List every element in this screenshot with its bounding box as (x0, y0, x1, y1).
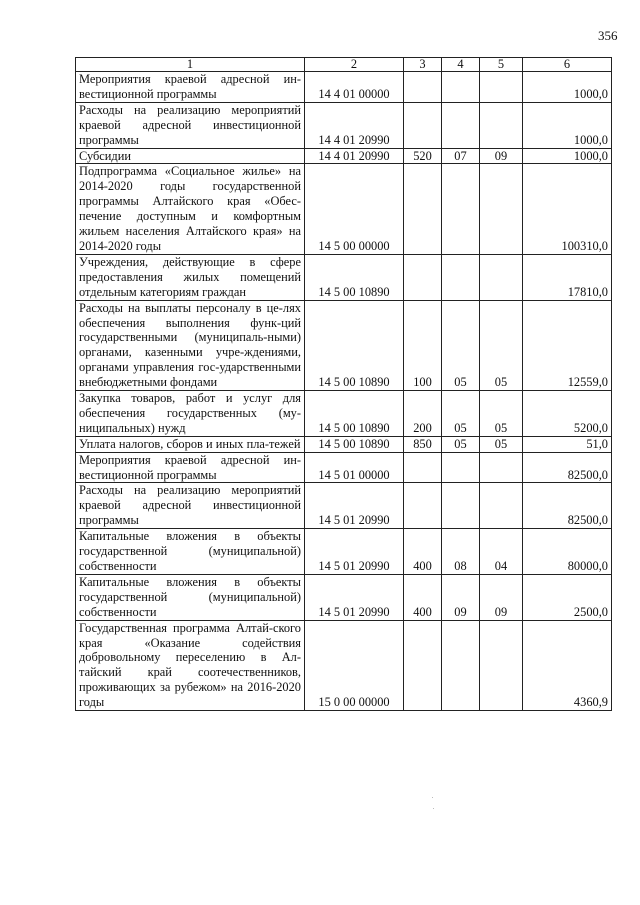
target-code: 14 5 00 10890 (305, 254, 404, 300)
table-row (76, 574, 612, 620)
target-code: 14 5 00 10890 (305, 436, 404, 452)
item-name: Расходы на реализацию мероприятий краевой адресной инвестиционной программы (76, 102, 305, 148)
item-name: Уплата налогов, сборов и иных пла-тежей (76, 436, 305, 452)
table-row (76, 436, 612, 452)
item-name: Подпрограмма «Социальное жилье» на 2014-2020 годы государственной программы Алтайского края «Обес-печение доступным и комфортным жильем населения Алтайского края» на 2014-2020 годы (76, 164, 305, 254)
table-row (76, 72, 612, 103)
amount: 82500,0 (523, 483, 612, 529)
subsection-code (480, 620, 523, 710)
expense-type: 400 (404, 574, 442, 620)
table-row (76, 452, 612, 483)
subsection-code (480, 452, 523, 483)
section-code: 05 (442, 300, 480, 390)
target-code: 14 4 01 20990 (305, 148, 404, 164)
table-row (76, 620, 612, 710)
amount: 80000,0 (523, 529, 612, 575)
table-row (76, 529, 612, 575)
expense-type: 850 (404, 436, 442, 452)
table-row (76, 148, 612, 164)
column-header: 3 (404, 58, 442, 72)
amount: 17810,0 (523, 254, 612, 300)
amount: 4360,9 (523, 620, 612, 710)
subsection-code: 09 (480, 574, 523, 620)
section-code (442, 483, 480, 529)
expense-type (404, 72, 442, 103)
section-code (442, 164, 480, 254)
section-code: 05 (442, 436, 480, 452)
subsection-code: 05 (480, 391, 523, 437)
item-name: Мероприятия краевой адресной ин-вестиционной программы (76, 452, 305, 483)
expense-type (404, 620, 442, 710)
scan-speck (433, 808, 434, 809)
target-code: 14 4 01 00000 (305, 72, 404, 103)
table-row (76, 300, 612, 390)
section-code: 09 (442, 574, 480, 620)
column-header: 1 (76, 58, 305, 72)
item-name: Закупка товаров, работ и услуг для обеспечения государственных (му-ниципальных) нужд (76, 391, 305, 437)
section-code (442, 102, 480, 148)
section-code: 05 (442, 391, 480, 437)
amount: 51,0 (523, 436, 612, 452)
target-code: 14 5 00 10890 (305, 391, 404, 437)
expense-type (404, 452, 442, 483)
subsection-code: 04 (480, 529, 523, 575)
amount: 1000,0 (523, 102, 612, 148)
amount: 82500,0 (523, 452, 612, 483)
page-number: 356 (598, 28, 618, 43)
section-code: 07 (442, 148, 480, 164)
expense-type (404, 483, 442, 529)
subsection-code (480, 72, 523, 103)
table-row (76, 391, 612, 437)
expense-type: 400 (404, 529, 442, 575)
target-code: 14 4 01 20990 (305, 102, 404, 148)
table-row (76, 102, 612, 148)
expense-type (404, 254, 442, 300)
column-header: 6 (523, 58, 612, 72)
item-name: Расходы на выплаты персоналу в це-лях обеспечения выполнения функ-ций государственными (муниципаль-ными) органами, казенными учре-ждениями, органами управления гос-ударственными внебюджетными фондами (76, 300, 305, 390)
section-code (442, 72, 480, 103)
target-code: 14 5 00 00000 (305, 164, 404, 254)
subsection-code (480, 254, 523, 300)
item-name: Государственная программа Алтай-ского края «Оказание содействия добровольному переселению в Ал-тайский край соотечественников, проживающих за рубежом» на 2016-2020 годы (76, 620, 305, 710)
table-row (76, 164, 612, 254)
section-code (442, 452, 480, 483)
table-row (76, 483, 612, 529)
table-row (76, 254, 612, 300)
item-name: Мероприятия краевой адресной ин-вестиционной программы (76, 72, 305, 103)
amount: 1000,0 (523, 148, 612, 164)
subsection-code: 05 (480, 436, 523, 452)
section-code (442, 254, 480, 300)
target-code: 14 5 01 20990 (305, 529, 404, 575)
expense-type (404, 102, 442, 148)
subsection-code: 05 (480, 300, 523, 390)
amount: 2500,0 (523, 574, 612, 620)
subsection-code: 09 (480, 148, 523, 164)
expense-type: 100 (404, 300, 442, 390)
expense-type (404, 164, 442, 254)
subsection-code (480, 164, 523, 254)
subsection-code (480, 102, 523, 148)
item-name: Учреждения, действующие в сфере предоставления жилых помещений отдельным категориям граждан (76, 254, 305, 300)
amount: 100310,0 (523, 164, 612, 254)
amount: 5200,0 (523, 391, 612, 437)
expense-type: 520 (404, 148, 442, 164)
scan-speck (432, 797, 433, 798)
target-code: 14 5 01 00000 (305, 452, 404, 483)
section-code (442, 620, 480, 710)
section-code: 08 (442, 529, 480, 575)
item-name: Расходы на реализацию мероприятий краевой адресной инвестиционной программы (76, 483, 305, 529)
amount: 12559,0 (523, 300, 612, 390)
target-code: 14 5 00 10890 (305, 300, 404, 390)
item-name: Субсидии (76, 148, 305, 164)
column-header: 4 (442, 58, 480, 72)
header-row (76, 58, 612, 72)
column-header: 2 (305, 58, 404, 72)
budget-table (75, 57, 612, 711)
amount: 1000,0 (523, 72, 612, 103)
target-code: 14 5 01 20990 (305, 574, 404, 620)
item-name: Капитальные вложения в объекты государственной (муниципальной) собственности (76, 529, 305, 575)
target-code: 15 0 00 00000 (305, 620, 404, 710)
target-code: 14 5 01 20990 (305, 483, 404, 529)
expense-type: 200 (404, 391, 442, 437)
item-name: Капитальные вложения в объекты государственной (муниципальной) собственности (76, 574, 305, 620)
column-header: 5 (480, 58, 523, 72)
subsection-code (480, 483, 523, 529)
